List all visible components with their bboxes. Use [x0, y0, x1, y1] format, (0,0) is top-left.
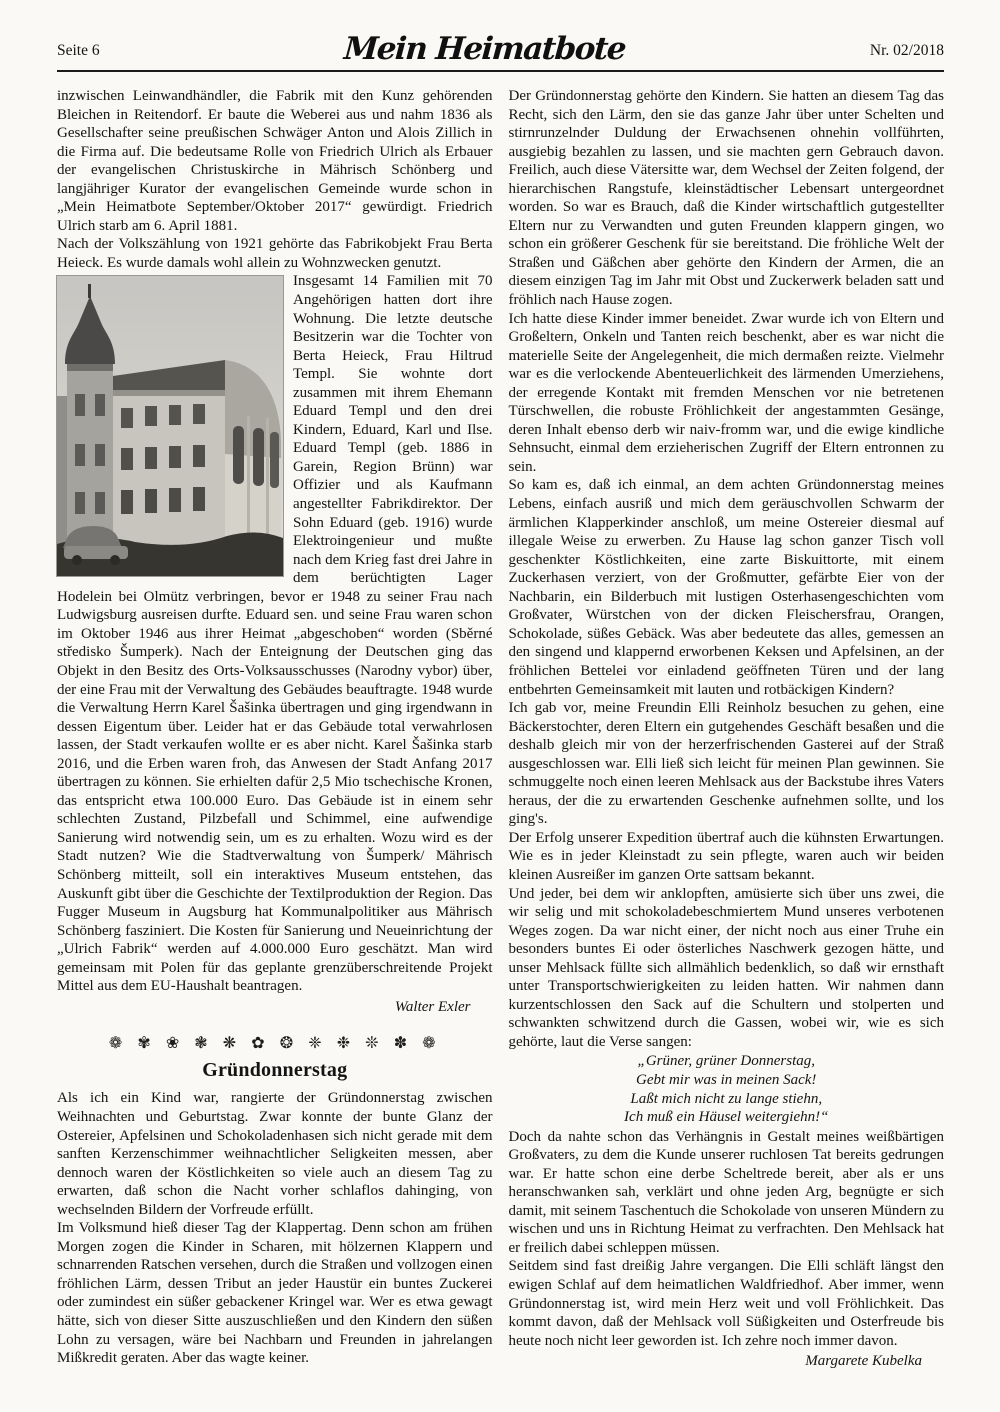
gruendonnerstag-right-text-top [509, 87, 945, 1051]
issue-number: Nr. 02/2018 [869, 42, 944, 59]
ornament-row: ❁ ✾ ❀ ❃ ❋ ✿ ❂ ❈ ❉ ❊ ✽ ❁ [108, 1033, 441, 1053]
paragraph: Seitdem sind fast dreißig Jahre vergangen. Die Elli schläft längst den ewigen Schlaf auf dem heimatlichen Waldfriedhof. Aber immer, wenn Gründonnerstag ist, wird mein Herz weit und voll Fröhlichkeit. Das kommt davon, daß der Mehlsack voll Süßigkeiten und Osterfreude bis heute noch nicht leer geworden ist. Ich zehre noch immer davon. [508, 1258, 944, 1349]
paragraph: inzwischen Leinwandhändler, die Fabrik mit den Kunz gehörenden Bleichen in Reitendorf. Er baute die Weberei aus und nahm 1836 als Gesellschafter seine preußischen Schwäger Anton und Alois Zillich in die Firma auf. Die bedeutsame Rolle von Friedrich Ulrich als Erbauer der evangelischen Christuskirche in Mährisch Schönberg und langjähriger Kurator der evangelischen Gemeinde wurde schon in „Mein Heimatbote September/Oktober 2017“ gewürdigt. Friedrich Ulrich starb am 6. April 1881. [57, 88, 493, 234]
paragraph: Als ich ein Kind war, rangierte der Gründonnerstag zwischen Weihnachten und Geburtstag. Zwar konnte der bunte Glanz der Ostereier, Apfelsinen und Schokoladenhasen sich nicht gerade mit dem sanften Kerzenschimmer weihnachtlicher Seligkeiten messen, aber dennoch waren der Köstlichkeiten so viele auch an diesem Tag zu erwarten, daß schon die Nacht vorher schlaflos dahinging, von wechselnden Bildern der Vorfreude erfüllt. [57, 1090, 493, 1218]
paragraph: „Grüner, grüner Donnerstag, [637, 1053, 815, 1070]
paragraph: So kam es, daß ich einmal, an dem achten Gründonnerstag meines Lebens, einfach ausriß und mich dem geräuschvollen Schwarm der ärmlichen Klapperkinder anschloß, um meine Ostereier diesmal auf illegale Weise zu erwerben. Zu Hause lag schon ganzer Tisch voll geschenkter Köstlichkeiten, eine zarte Biskuittorte, mit einem Zuckerhasen verziert, von der Großmutter, gefärbte Eier von der Nachbarin, ein Bilderbuch mit lustigen Osterhasengeschichten vom Großvater, Würstchen von der dicken Fleischersfrau, Orangen, Schokolade, süßes Gebäck. Was aber bedeutete das alles, gemessen an den singend und klappernd erworbenen Keksen und Apfelsinen, an der fröhlichen Bettelei vor einladend geöffneten Türen und der lang entbehrten Gemeinsamkeit mit lauten und rotbäckigen Kindern? [508, 477, 944, 698]
masthead-logo: Mein Heimatbote [343, 31, 627, 67]
paragraph: Der Gründonnerstag gehörte den Kindern. Sie hatten an diesem Tag das Recht, sich den Lärm, den sie das ganze Jahr über unter Schelten und stirnrunzelnder Duldung der Erwachsenen ohnehin vollführten, ausgiebig bezahlen zu lassen, und sie machten gern Gebrauch davon. Freilich, auch diese Vätersitte war, dem Wechsel der Zeiten folgend, der hierarchischen Rangstufe, kleinstädtischer Lebensart untergeordnet worden. So war es Brauch, daß die Kinder wirtschaftlich gutgestellter Eltern nur zu Verwandten und guten Freunden klappern gingen, wo schon ein größerer Geschenk für sie bereitstand. Die fröhliche Welt der Straßen und Gäßchen aber gehörte den Kindern der Armen, die an diesem einzigen Tag im Jahr mit Obst und Zuckerwerk beladen satt und fröhlich nach Hause zogen. [508, 88, 944, 309]
paragraph: Und jeder, bei dem wir anklopften, amüsierte sich über uns zwei, die wir selig und mit schokoladebeschmiertem Mund unseres verbotenen Weges zogen. Da war nicht einer, der nicht noch aus einer Truhe ein besonders buntes Ei oder österliches Naschwerk gezogen hätte, und unser Mehlsack füllte sich allmählich bedenklich, so daß wir ernsthaft unter Transportschwierigkeiten zu leiden hatten. Wir nahmen dann kurzentschlossen den Sack auf die Schultern und stolperten und schwankten schwitzend durch die Gassen, wobei wir, wie es sich gehörte, laut die Verse sangen: [508, 885, 944, 1050]
author-byline-exler: Walter Exler [394, 998, 471, 1015]
paragraph: Ich hatte diese Kinder immer beneidet. Zwar wurde ich von Eltern und Großeltern, Onkeln und Tanten reich beschenkt, aber es war nicht die materielle Seite der Angelegenheit, die mich dermaßen reizte. Vielmehr war es die verlockende Abenteuerlichkeit des lärmenden Umerziehens, der erregende Kontakt mit fremden Menschen vor nie betretenen Türschwellen, die robuste Fröhlichkeit der angestammten Gesänge, deren Inhalt ebenso derb wir naiv-fromm war, und die ewige kindliche Sehnsucht, einmal dem erzieherischen Zugriff der Eltern entronnen zu sein. [508, 310, 944, 475]
building-photo [57, 276, 283, 576]
fabrik-article-continued: Insgesamt 14 Familien mit 70 Angehörigen hatten dort ihre Wohnung. Die letzte deutsche Besitzerin war die Tochter von Berta Heieck, Frau Hiltrud Templ. Sie wohnte dort zusammen mit ihrem Ehemann Eduard Templ und den drei Kindern, Eduard, Karl und Ilse. Eduard Templ (geb. 1886 in Garein, Region Brünn) war Offizier und als Kaufmann angestellter Fabrikdirektor. Der Sohn Eduard (geb. 1916) wurde Elektroingenieur und mußte nach dem Krieg fast drei Jahre in dem berüchtigten Lager Hodelein bei Olmütz verbringen, bevor er 1948 zu seiner Frau nach Ludwigsburg ausreisen durfte. Eduard sen. und seine Frau waren schon im Oktober 1946 aus ihrer Heimat „abgeschoben“ worden (Sběrné středisko Šumperk). Nach der Enteignung der Deutschen ging das Objekt in den Besitz des Orts-Volksausschusses (Narodny vybor) über, der eine Frau mit der Verwaltung des Gebäudes beauftragte. 1948 wurde die Verwaltung Herrn Karel Šašinka übertragen und ging irgendwann in dessen Eigentum über. Leider hat er das Gebäude total verwahrlosen lassen, der Stadt verkaufen wollte er es aber nicht. Karel Šašinka starb 2016, und die Erben waren froh, das Anwesen der Stadt Anfang 2017 übertragen zu können. Sie erhielten dafür 2,5 Mio tschechische Kronen, das entspricht etwa 100.000 Euro. Das Gebäude ist in einem sehr schlechten Zustand, Pilzbefall und Schimmel, eine aufwendige Sanierung wird notwendig sein, um es zu erhalten. Wozu wird es der Stadt nutzen? Wie die Stadtverwaltung von Šumperk/ Mährisch Schönberg mitteilt, soll ein interaktives Museum entstehen, das Auskunft gibt über die Geschichte der Textilproduktion der Region. Das Fugger Museum in Augsburg hat Kommunalpolitiker aus Mährisch Schönberg fasziniert. Die Kosten für Sanierung und Neueinrichtung der „Ulrich Fabrik“ werden auf 4.000.000 Euro geschätzt. Man wird gemeinsam mit Polen für das geplante grenzüberschreitende Projekt Mittel aus dem EU-Haushalt beantragen. [57, 273, 493, 995]
paragraph: Doch da nahte schon das Verhängnis in Gestalt meines weißbärtigen Großvaters, zu dem die Kunde unserer ruchlosen Tat bereits gedrungen war. Er hatte schon eine derbe Scheltrede bereit, aber als er uns heranschwanken sah, verklärt und ohne jeden Arg, begnügte er sich damit, mit seinem Taschentuch die Schokolade von unseren Mündern zu wischen und uns in Richtung Heimat zu verfrachten. Den Mehlsack hat er freilich dabei schleppen müssen. [508, 1128, 944, 1256]
gruendonnerstag-right-text-bottom [509, 1128, 945, 1351]
left-column [57, 87, 493, 1371]
right-column [509, 87, 945, 1371]
article-title-gruendonnerstag: Gründonnerstag [202, 1058, 348, 1081]
paragraph: Ich gab vor, meine Freundin Elli Reinholz besuchen zu gehen, eine Bäckerstochter, deren Eltern ein gutgehendes Geschäft besaßen und die deshalb gleich mir von der herzerfrischenden Gasterei auf der Straß ausgeschlossen war. Elli ließ sich leicht für meinen Plan gewinnen. Sie schmuggelte noch einen leeren Mehlsack aus der Backstube ihres Vaters heraus, der die zu erwartenden Geschenke aufnehmen sollte, und los ging's. [508, 700, 944, 828]
paragraph: Laßt mich nicht zu lange stiehn, [630, 1090, 823, 1107]
paragraph: Ich muß ein Häusel weitergiehn!“ [624, 1109, 829, 1126]
page-number: Seite 6 [57, 42, 100, 59]
fabrik-article-photo-flow [57, 272, 493, 995]
two-column-layout [57, 87, 944, 1371]
paragraph: Nach der Volkszählung von 1921 gehörte das Fabrikobjekt Frau Berta Heieck. Es wurde damals wohl allein zu Wohnzwecken genutzt. [57, 236, 493, 271]
paragraph: Der Erfolg unserer Expedition übertraf auch die kühnsten Erwartungen. Wie es in jeder Kleinstadt zu sein pflegte, waren auch wir beiden kleinen Ausreißer im ganzen Orte sattsam bekannt. [508, 829, 944, 883]
paragraph: Im Volksmund hieß dieser Tag der Klappertag. Denn schon am frühen Morgen zogen die Kinder in Scharen, mit hölzernen Klappern und schnarrenden Ratschen versehen, durch die Straßen und vollzogen einen fröhlichen Lärm, dessen Tribut an jeder Haustür ein buntes Zuckerei oder zumindest ein süßer gebackener Kringel war. Wer es etwa gewagt hätte, sich von dieser Sitte auszuschließen und den Kindern den süßen Lohn zu versagen, wäre bei Nachbarn und Freunden in jahrelangen Mißkredit geraten. Aber das wagte keiner. [57, 1220, 493, 1367]
building-photo-illustration [57, 276, 283, 576]
gruendonnerstag-left-text [57, 1089, 493, 1367]
verse-block [509, 1052, 945, 1126]
author-byline-kubelka: Margarete Kubelka [805, 1353, 922, 1370]
page-header [57, 31, 944, 72]
fabrik-article-text [57, 87, 493, 272]
paragraph: Gebt mir was in meinen Sack! [636, 1071, 817, 1088]
